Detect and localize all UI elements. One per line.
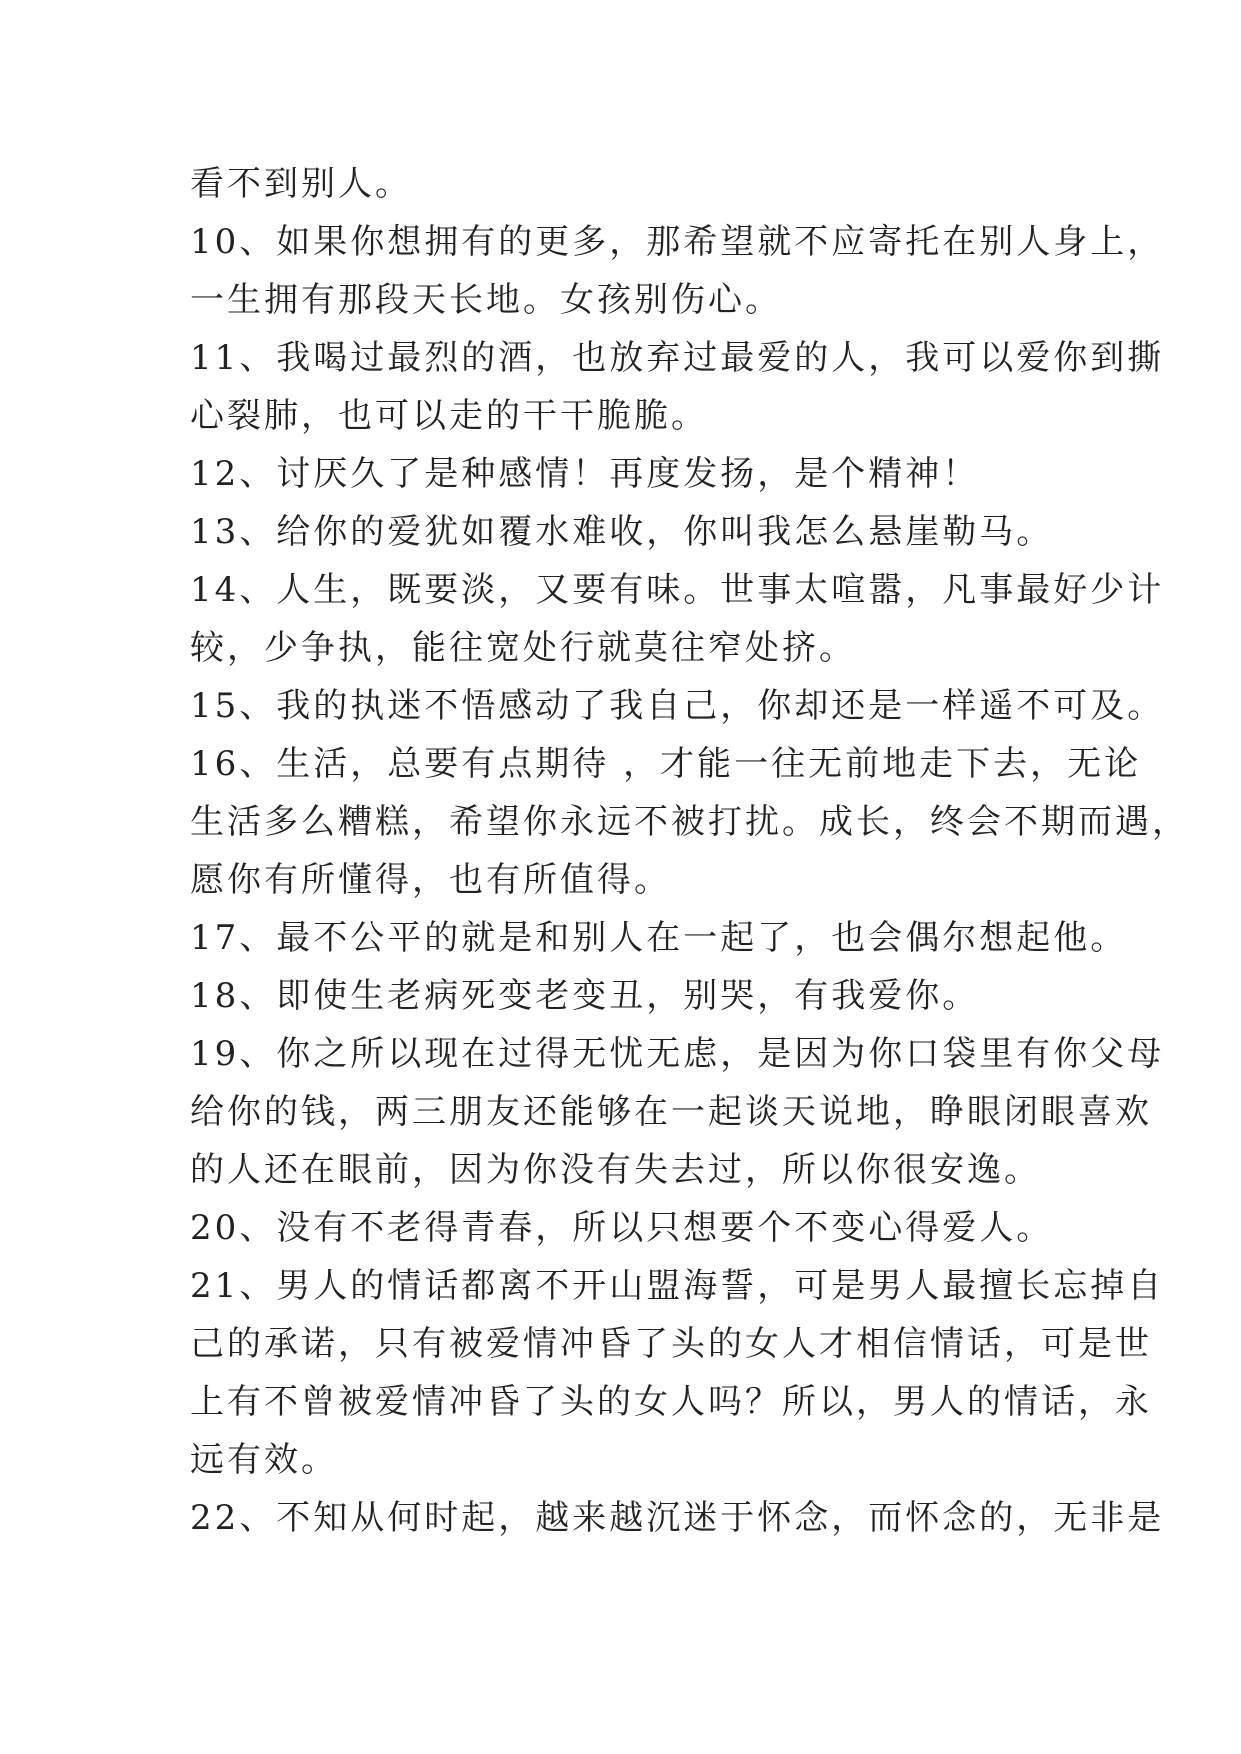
text-line: 心裂肺，也可以走的干干脆脆。: [190, 396, 708, 436]
text-line: 己的承诺，只有被爱情冲昏了头的女人才相信情话，可是世: [190, 1324, 1152, 1364]
text-line: 上有不曾被爱情冲昏了头的女人吗？所以，男人的情话，永: [190, 1382, 1152, 1422]
text-line: 22、不知从何时起，越来越沉迷于怀念，而怀念的，无非是: [190, 1498, 1165, 1538]
text-line: 看不到别人。: [190, 164, 412, 204]
text-line: 16、生活，总要有点期待 ，才能一往无前地走下去，无论: [190, 744, 1142, 784]
text-line: 愿你有所懂得，也有所值得。: [190, 860, 671, 900]
text-line: 14、人生，既要淡，又要有味。世事太喧嚣，凡事最好少计: [190, 570, 1165, 610]
text-line: 13、给你的爱犹如覆水难收，你叫我怎么悬崖勒马。: [190, 512, 1054, 552]
text-line: 较，少争执，能往宽处行就莫往窄处挤。: [190, 628, 856, 668]
text-line: 12、讨厌久了是种感情！再度发扬，是个精神！: [190, 454, 980, 494]
text-line: 11、我喝过最烈的酒，也放弃过最爱的人，我可以爱你到撕: [190, 338, 1165, 378]
text-line: 15、我的执迷不悟感动了我自己，你却还是一样遥不可及。: [190, 686, 1165, 726]
text-line: 18、即使生老病死变老变丑，别哭，有我爱你。: [190, 976, 980, 1016]
text-line: 生活多么糟糕，希望你永远不被打扰。成长，终会不期而遇，: [190, 802, 1189, 842]
text-line: 给你的钱，两三朋友还能够在一起谈天说地，睁眼闭眼喜欢: [190, 1092, 1152, 1132]
text-line: 的人还在眼前，因为你没有失去过，所以你很安逸。: [190, 1150, 1041, 1190]
text-line: 一生拥有那段天长地。女孩别伤心。: [190, 280, 782, 320]
text-line: 17、最不公平的就是和别人在一起了，也会偶尔想起他。: [190, 918, 1128, 958]
text-line: 19、你之所以现在过得无忧无虑，是因为你口袋里有你父母: [190, 1034, 1165, 1074]
document-body: [190, 155, 1189, 1547]
text-line: 远有效。: [190, 1440, 338, 1480]
text-line: 21、男人的情话都离不开山盟海誓，可是男人最擅长忘掉自: [190, 1266, 1165, 1306]
text-line: 20、没有不老得青春，所以只想要个不变心得爱人。: [190, 1208, 1054, 1248]
text-line: 10、如果你想拥有的更多，那希望就不应寄托在别人身上，: [190, 222, 1165, 262]
